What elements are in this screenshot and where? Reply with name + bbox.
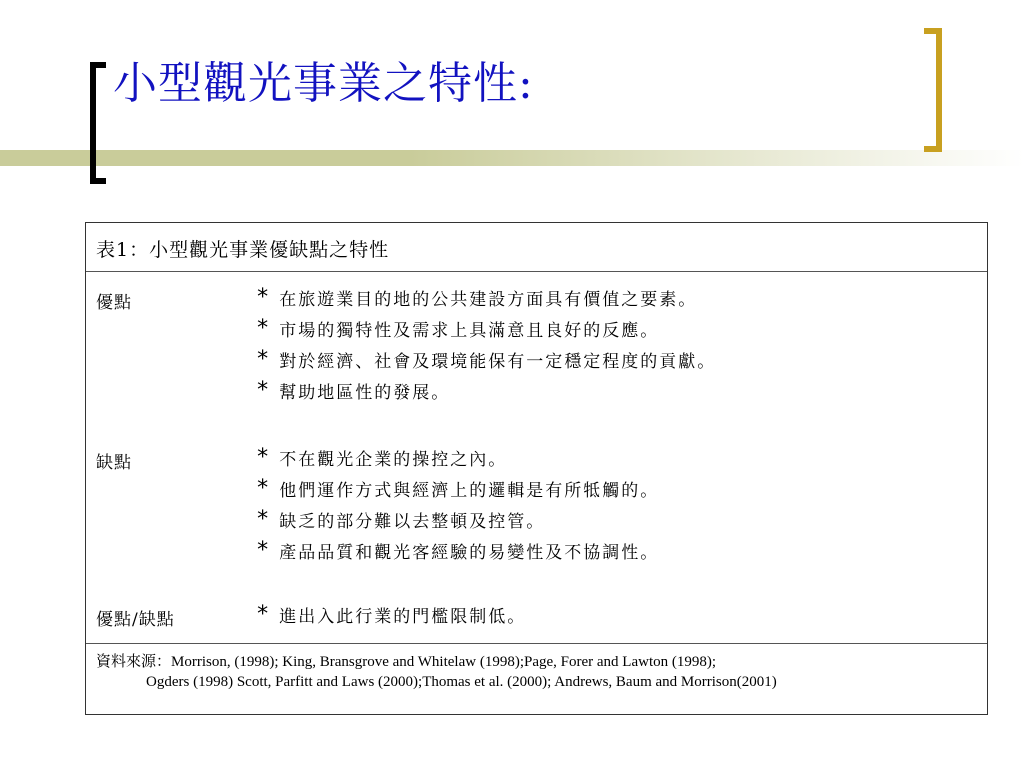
list-item: * 不在觀光企業的操控之內。: [256, 445, 508, 470]
title-divider-line: [0, 150, 1024, 166]
table-main-row: [86, 272, 987, 644]
advantages-label: 優點: [96, 293, 132, 313]
list-item: * 他們運作方式與經濟上的邏輯是有所牴觸的。: [256, 476, 660, 501]
source-citation-line-1: 資料來源：Morrison, (1998); King, Bransgrove and Whitelaw (1998);Page, Forer and Lawton (1998);: [96, 654, 717, 670]
list-item: * 產品品質和觀光客經驗的易變性及不協調性。: [256, 538, 660, 563]
list-item: * 對於經濟、社會及環境能保有一定穩定程度的貢獻。: [256, 347, 717, 372]
source-citation-line-2: Ogders (1998) Scott, Parfitt and Laws (2000);Thomas et al. (2000); Andrews, Baum and Morrison(2001): [146, 674, 777, 690]
table-source-row: [86, 644, 987, 714]
list-item: * 市場的獨特性及需求上具滿意且良好的反應。: [256, 316, 660, 341]
list-item: * 幫助地區性的發展。: [256, 378, 451, 403]
bullet-star: *: [256, 347, 272, 372]
bullet-star: *: [256, 285, 272, 310]
table-caption: 表1：小型觀光事業優缺點之特性: [96, 239, 390, 261]
disadvantages-label: 缺點: [96, 453, 132, 473]
list-item: * 在旅遊業目的地的公共建設方面具有價值之要素。: [256, 285, 698, 310]
bullet-star: *: [256, 316, 272, 341]
bullet-star: *: [256, 602, 272, 627]
list-item: * 缺乏的部分難以去整頓及控管。: [256, 507, 546, 532]
both-list: [256, 599, 526, 630]
bullet-star: *: [256, 445, 272, 470]
advantages-list: [256, 282, 716, 406]
bullet-star: *: [256, 378, 272, 403]
bullet-star: *: [256, 507, 272, 532]
table-caption-row: [86, 223, 987, 272]
disadvantages-list: [256, 442, 659, 566]
characteristics-table: [85, 222, 988, 715]
slide-title: 小型觀光事業之特性:: [113, 58, 534, 109]
left-title-bracket: [90, 62, 106, 184]
bullet-star: *: [256, 538, 272, 563]
list-item: * 進出入此行業的門檻限制低。: [256, 602, 527, 627]
right-title-bracket: [924, 28, 942, 152]
bullet-star: *: [256, 476, 272, 501]
both-label: 優點/缺點: [96, 610, 175, 630]
